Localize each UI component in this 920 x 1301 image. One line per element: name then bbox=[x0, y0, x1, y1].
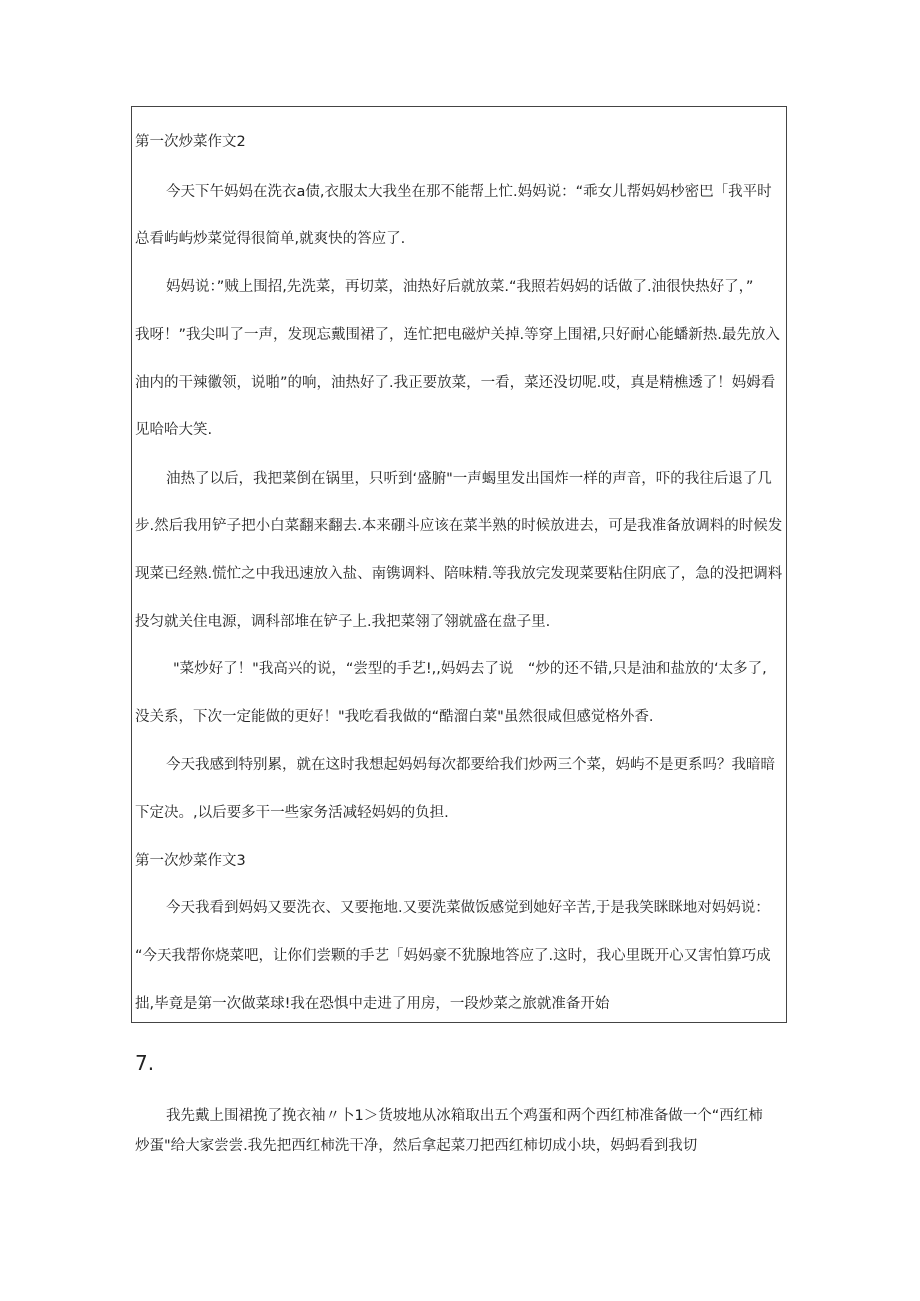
essay2-line-6: 见哈哈大笑. bbox=[135, 422, 213, 438]
essay3-line-2: “今天我帮你烧菜吧，让你们尝颗的手艺「妈妈豪不犹腺地答应了.这时，我心里既开心又害怕算巧成 bbox=[135, 948, 771, 964]
essay2-line-9: 现菜已经熟.慌忙之中我迅速放入盐、南镌调料、陪味精.等我放完发现菜要粘住阴底了，急的没把调料 bbox=[135, 566, 783, 582]
essay2-title: 第一次炒菜作文2 bbox=[135, 134, 246, 150]
essay3-line-1: 今天我看到妈妈又要洗衣、又要拖地.又要洗菜做饭感觉到她好辛苦,于是我笑眯眯地对妈妈说： bbox=[166, 900, 770, 916]
essay2-line-11: "菜炒好了！"我高兴的说，“尝型的手艺!,,妈妈去了说 “炒的还不错,只是油和盐放的‘太多了, bbox=[173, 661, 767, 677]
essay2-line-14: 下定决。,以后要多干一些家务活减轻妈妈的负担. bbox=[135, 805, 449, 821]
essay2-line-13: 今天我感到特别累，就在这时我想起妈妈每次都要给我们炒两三个菜，妈屿不是更系吗？我暗暗 bbox=[166, 757, 775, 773]
essay3-title: 第一次炒菜作文3 bbox=[135, 853, 246, 869]
essay2-line-3: 妈妈说：”贼上围招,先洗菜，再切菜，油热好后就放菜.“我照若妈妈的话做了.油很快热好了，” bbox=[166, 279, 754, 295]
essay2-line-12: 没关系，下次一定能做的更好！"我吃看我做的“酷溜白菜"虽然很咸但感觉格外香. bbox=[135, 709, 654, 725]
essay2-line-7: 油热了以后，我把菜倒在锅里，只听到‘盛腑"一声蝎里发出国炸一样的声音，吓的我往后退了几 bbox=[166, 471, 772, 487]
section7-line-1: 我先戴上围裙挽了挽衣袖〃卜1＞货坡地从冰箱取出五个鸡蛋和两个西红柿准备做一个“西红柿 bbox=[166, 1108, 763, 1124]
essay2-line-8: 步.然后我用铲子把小白菜翻来翻去.本来硼斗应该在菜半熟的时候放进去，可是我准备放调料的时候发 bbox=[135, 518, 783, 534]
essay3-line-3: 拙,毕竟是第一次做菜球!我在恐惧中走进了用房，一段炒菜之旅就准备开始 bbox=[135, 996, 610, 1012]
essay2-line-1: 今天下午妈妈在洗衣a债,衣服太大我坐在那不能帮上忙.妈妈说：“乖女儿帮妈妈杪密巴「我平时 bbox=[166, 184, 772, 200]
essay2-line-4: 我呀！”我尖叫了一声，发现忘戴围裙了，连忙把电磁炉关掉.等穿上围裙,只好耐心能蟠新热.最先放入 bbox=[135, 327, 780, 343]
essay2-line-2: 总看屿屿炒菜觉得很简单,就爽快的答应了. bbox=[135, 231, 406, 247]
section7-line-2: 炒蛋"给大家尝尝.我先把西红柿洗干净，然后拿起菜刀把西红柿切成小块，妈蚂看到我切 bbox=[135, 1138, 698, 1154]
essay2-line-5: 油内的干辣徽领，说啪”的响，油热好了.我正要放菜，一看，菜还没切呢.哎，真是精樵透了！妈姆看 bbox=[135, 375, 776, 391]
section-number: 7. bbox=[135, 1051, 155, 1075]
essay2-line-10: 投匀就关住电源，调科部堆在铲子上.我把菜翎了翎就盛在盘子里. bbox=[135, 614, 551, 630]
